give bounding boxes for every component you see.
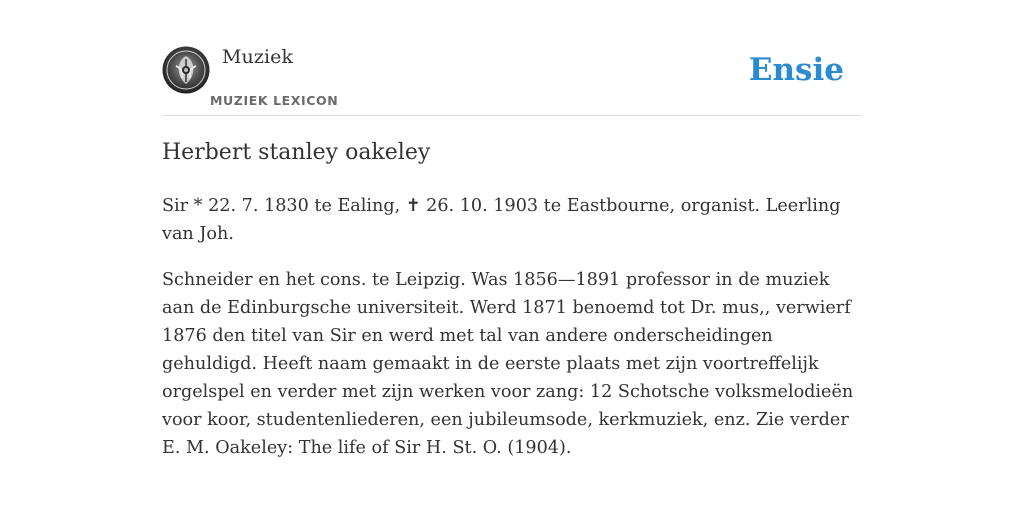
- category-link[interactable]: Muziek: [222, 46, 294, 68]
- header-divider: [162, 115, 862, 116]
- ensie-logo[interactable]: Ensie: [748, 52, 844, 88]
- music-emblem-icon[interactable]: [162, 46, 210, 94]
- article-title: Herbert stanley oakeley: [162, 140, 431, 165]
- header: [162, 44, 862, 116]
- article-paragraph: Schneider en het cons. te Leipzig. Was 1856—1891 professor in de muziek aan de Edinburgsche universiteit. Werd 1871 benoemd tot Dr. mus,, verwierf 1876 den titel van Sir en werd met tal van andere onderscheidingen gehuldigd. Heeft naam gemaakt in de eerste plaats met zijn voortreffelijk orgelspel en verder met zijn werken voor zang: 12 Schotsche volksmelodieën voor koor, studentenliederen, een jubileumsode, kerkmuziek, enz. Zie verder E. M. Oakeley: The life of Sir H. St. O. (1904).: [162, 270, 854, 458]
- lexicon-label[interactable]: MUZIEK LEXICON: [210, 93, 339, 108]
- article-paragraph: Sir * 22. 7. 1830 te Ealing, ✝ 26. 10. 1903 te Eastbourne, organist. Leerling van Joh.: [162, 196, 841, 244]
